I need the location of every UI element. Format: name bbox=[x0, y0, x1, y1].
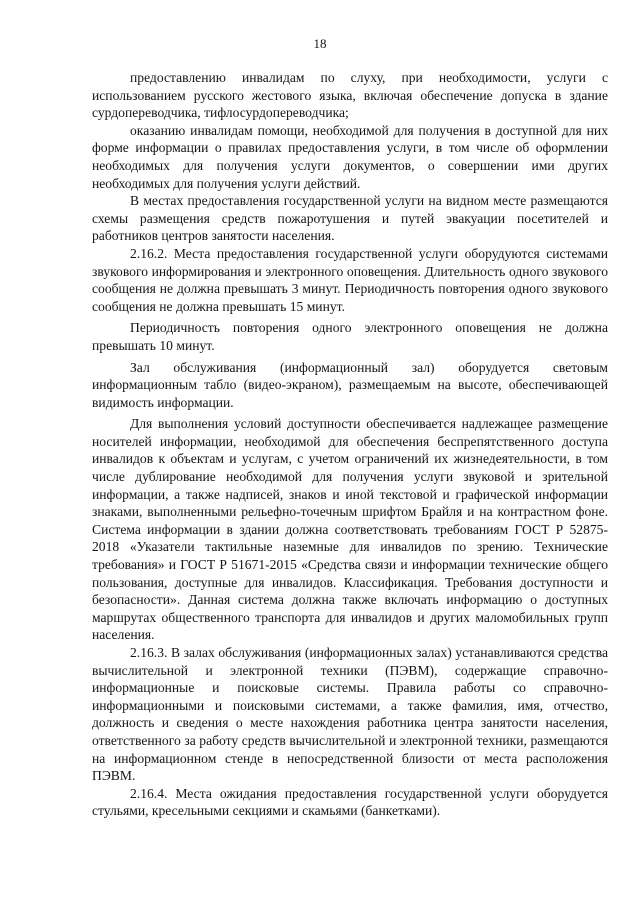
paragraph-2-16-4: 2.16.4. Места ожидания предоставления государственной услуги оборудуется стульями, кресельными секциями и скамьями (банкетками). bbox=[92, 785, 608, 819]
paragraph-service-hall: Зал обслуживания (информационный зал) оборудуется световым информационным табло (видео-экраном), размещаемым на высоте, обеспечивающей видимость информации. bbox=[92, 359, 608, 410]
paragraph-2-16-2: 2.16.2. Места предоставления государственной услуги оборудуются системами звукового информирования и электронного оповещения. Длительность одного звукового сообщения не должна превышать 3 минут. Периодичность повторения одного звукового сообщения не должна превышать 15 минут. bbox=[92, 245, 608, 314]
paragraph-accessibility: Для выполнения условий доступности обеспечивается надлежащее размещение носителей информации, необходимой для обеспечения беспрепятственного доступа инвалидов к объектам и услугам, с учетом ограничений их жизнедеятельности, в том числе дублирование необходимой для получения услуги звуковой и зрительной информации, а также надписей, знаков и иной текстовой и графической информации знаками, выполненными рельефно-точечным шрифтом Брайля и на контрастном фоне. Система информации в здании должна соответствовать требованиям ГОСТ Р 52875-2018 «Указатели тактильные наземные для инвалидов по зрению. Технические требования» и ГОСТ Р 51671-2015 «Средства связи и информации технические общего пользования, доступные для инвалидов. Классификация. Требования доступности и безопасности». Данная система должна также включать информацию о доступных маршрутах общественного транспорта для инвалидов и других маломобильных групп населения. bbox=[92, 416, 608, 643]
paragraph-sign-language: предоставлению инвалидам по слуху, при необходимости, услуги с использованием русского жестового языка, включая обеспечение допуска в здание сурдопереводчика, тифлосурдопереводчика; bbox=[92, 70, 608, 121]
paragraph-assistance: оказанию инвалидам помощи, необходимой для получения в доступной для них форме информации о правилах предоставления услуги, в том числе об оформлении необходимых для получения услуги документов, о совершении ими других необходимых для получения услуги действий. bbox=[92, 122, 608, 191]
paragraph-electronic-alert: Периодичность повторения одного электронного оповещения не должна превышать 10 минут. bbox=[92, 320, 608, 353]
paragraph-2-16-3: 2.16.3. В залах обслуживания (информационных залах) устанавливаются средства вычислительной и электронной техники (ПЭВМ), содержащие справочно-информационные и поисковые системы. Правила работы со справочно-информационными и поисковыми системами, а также фамилия, имя, отчество, должность и сведения о месте нахождения работника центра занятости населения, ответственного за работу средств вычислительной и электронной техники, размещаются на информационном стенде в непосредственной близости от места расположения ПЭВМ. bbox=[92, 645, 608, 784]
paragraph-evacuation-schemes: В местах предоставления государственной услуги на видном месте размещаются схемы размещения средств пожаротушения и путей эвакуации посетителей и работников центров занятости населения. bbox=[92, 193, 608, 244]
document-body bbox=[92, 69, 608, 820]
page-number: 18 bbox=[313, 36, 327, 51]
